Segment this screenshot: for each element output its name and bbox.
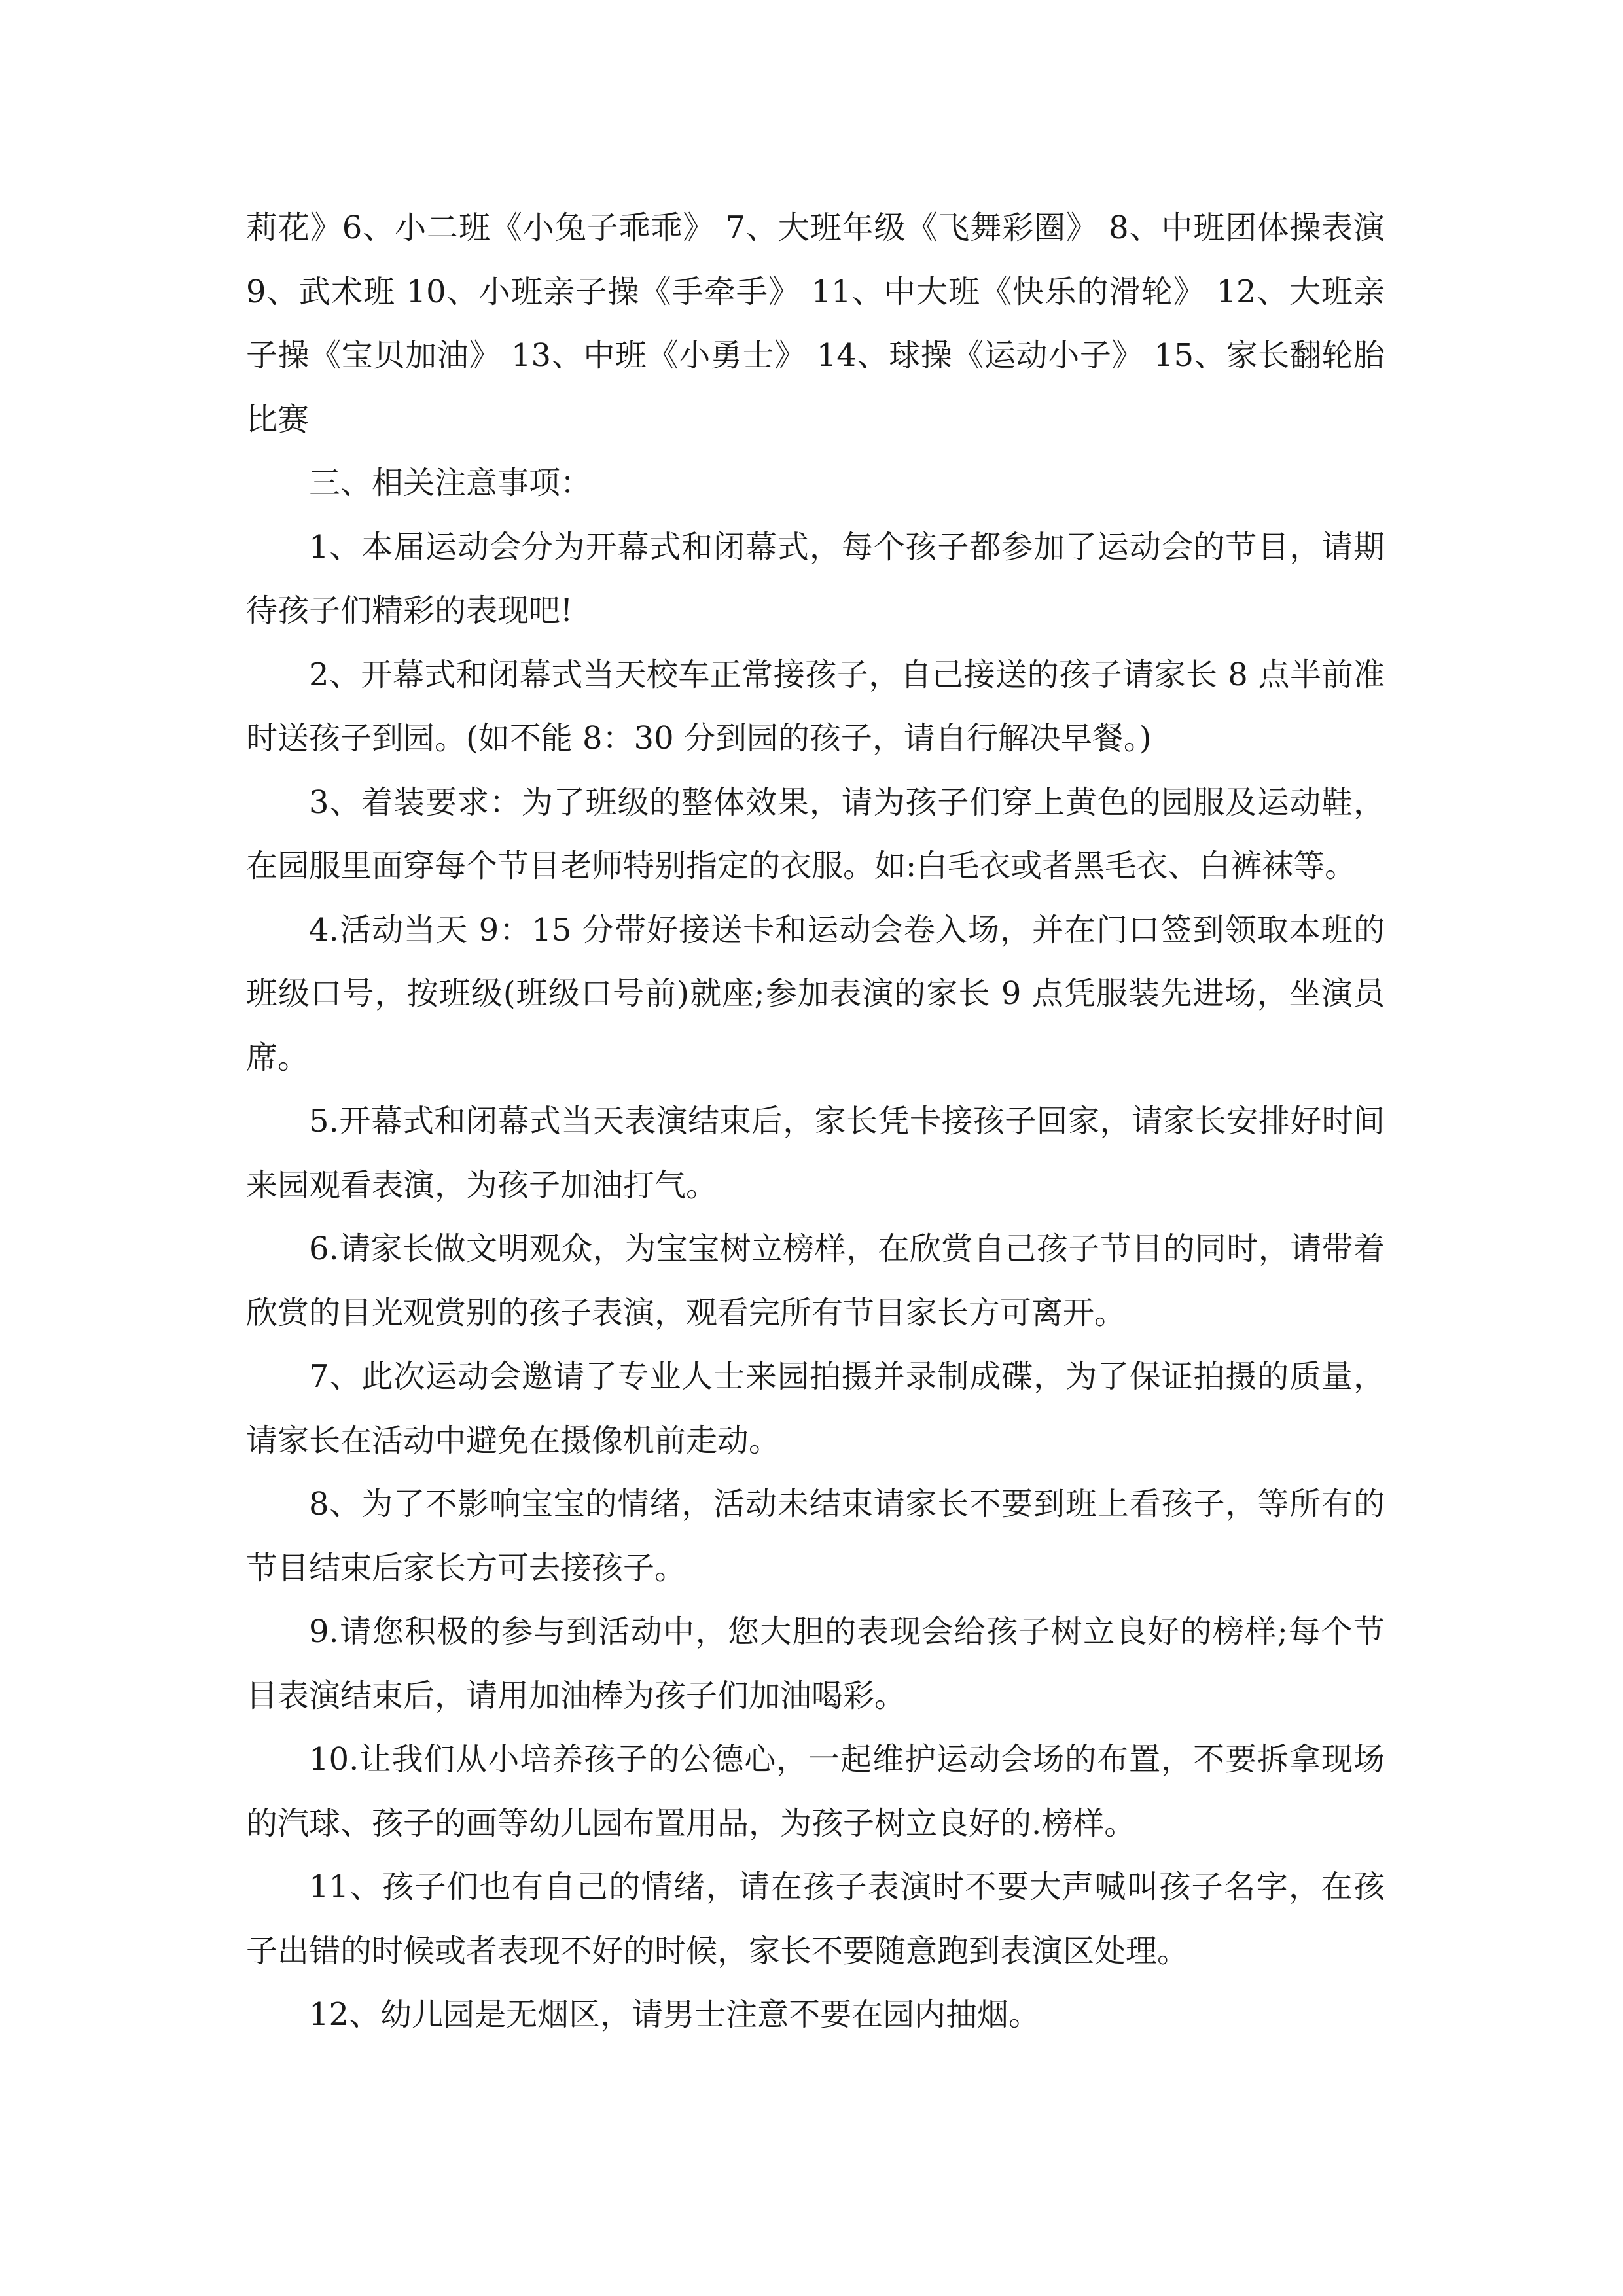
note-paragraph-7: 7、此次运动会邀请了专业人士来园拍摄并录制成碟，为了保证拍摄的质量，请家长在活动中避免在摄像机前走动。 [246,1358,1385,1459]
section-heading: 三、相关注意事项： [309,465,592,501]
note-paragraph-8: 8、为了不影响宝宝的情绪，活动未结束请家长不要到班上看孩子，等所有的节目结束后家长方可去接孩子。 [246,1486,1385,1587]
note-paragraph-3: 3、着装要求：为了班级的整体效果，请为孩子们穿上黄色的园服及运动鞋，在园服里面穿每个节目老师特别指定的衣服。如:白毛衣或者黑毛衣、白裤袜等。 [246,783,1385,884]
program-list-paragraph: 莉花》6、小二班《小兔子乖乖》 7、大班年级《飞舞彩圈》 8、中班团体操表演 9、武术班 10、小班亲子操《手牵手》 11、中大班《快乐的滑轮》 12、大班亲子操《宝贝加油》 13、中班《小勇士》 14、球操《运动小子》 15、家长翻轮胎比赛 [246,209,1385,438]
note-paragraph-11: 11、孩子们也有自己的情绪，请在孩子表演时不要大声喊叫孩子名字，在孩子出错的时候或者表现不好的时候，家长不要随意跑到表演区处理。 [246,1869,1385,1969]
note-paragraph-5: 5.开幕式和闭幕式当天表演结束后，家长凭卡接孩子回家，请家长安排好时间来园观看表演，为孩子加油打气。 [246,1103,1385,1204]
note-paragraph-10: 10.让我们从小培养孩子的公德心，一起维护运动会场的布置，不要拆拿现场的汽球、孩子的画等幼儿园布置用品，为孩子树立良好的.榜样。 [246,1741,1385,1842]
note-paragraph-12: 12、幼儿园是无烟区，请男士注意不要在园内抽烟。 [309,1996,1041,2033]
note-paragraph-6: 6.请家长做文明观众，为宝宝树立榜样，在欣赏自己孩子节目的同时，请带着欣赏的目光观赏别的孩子表演，观看完所有节目家长方可离开。 [246,1230,1385,1331]
note-paragraph-2: 2、开幕式和闭幕式当天校车正常接孩子，自己接送的孩子请家长 8 点半前准时送孩子到园。(如不能 8：30 分到园的孩子，请自行解决早餐。) [246,656,1385,757]
note-paragraph-9: 9.请您积极的参与到活动中，您大胆的表现会给孩子树立良好的榜样;每个节目表演结束后，请用加油棒为孩子们加油喝彩。 [246,1613,1385,1714]
document-body [246,196,1385,2047]
note-paragraph-1: 1、本届运动会分为开幕式和闭幕式，每个孩子都参加了运动会的节目，请期待孩子们精彩的表现吧! [246,528,1385,629]
note-paragraph-4: 4.活动当天 9：15 分带好接送卡和运动会卷入场，并在门口签到领取本班的班级口号，按班级(班级口号前)就座;参加表演的家长 9 点凭服装先进场，坐演员席。 [246,911,1385,1076]
